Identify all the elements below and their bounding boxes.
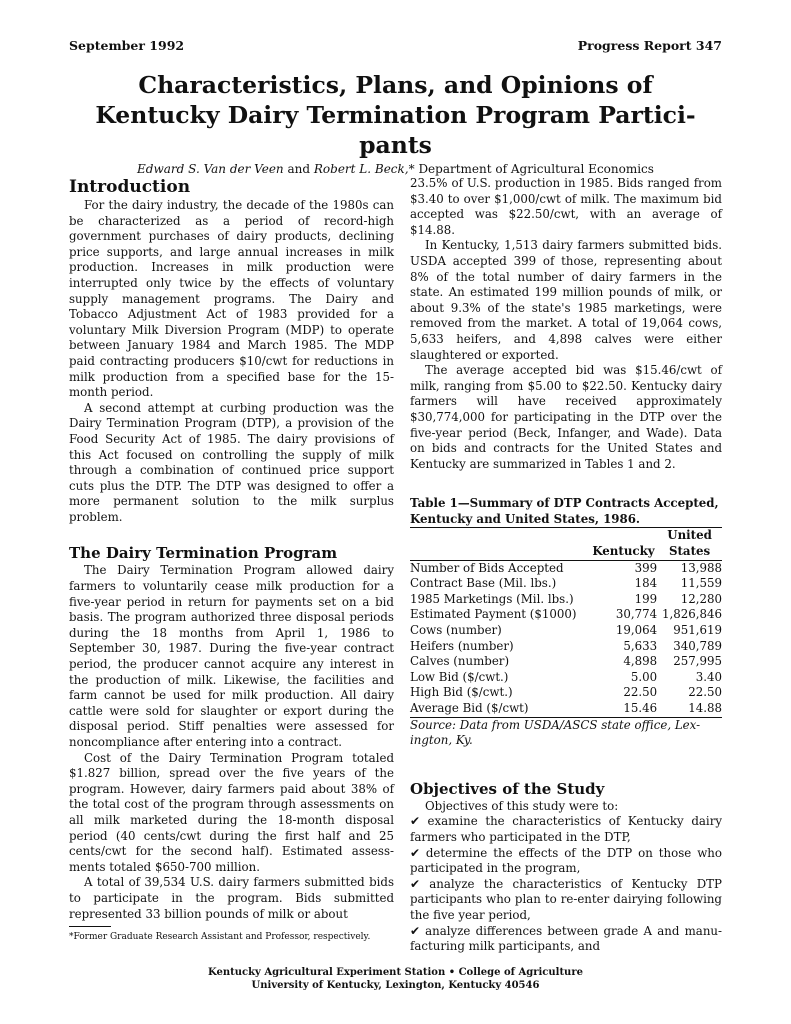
objective-text: analyze the characteristics of Kentucky DTP participants who plan to re-enter dairying following the five year period, — [410, 876, 722, 922]
row-label: Calves (number) — [410, 654, 510, 669]
us-value: 340,789 — [673, 638, 722, 653]
checkmark-icon: ✔ — [410, 845, 420, 860]
objectives-section — [410, 779, 722, 955]
row-label: Average Bid ($/cwt) — [410, 701, 529, 715]
report-date: September 1992 — [69, 38, 185, 53]
column-header-kentucky: Kentucky — [592, 544, 655, 559]
table-row — [410, 560, 722, 576]
row-label: 1985 Marketings (Mil. lbs.) — [410, 591, 574, 606]
title-line: pants — [359, 131, 432, 159]
table-row — [410, 639, 722, 655]
objective-item — [410, 924, 722, 955]
row-label: High Bid ($/cwt.) — [410, 685, 513, 700]
paragraph: The Dairy Termination Program allowed dairy farmers to voluntarily cease milk production for a five-year period in return for payments set on a bid basis. The program authorized three disposal periods during the 18 months from April 1, 1986 to September 30, 1987. During the five-year contract period, the producer cannot acquire any interest in the production of milk. Likewise, the facilities and farm cannot be used for milk production. All dairy cattle were sold for slaughter or export during the disposal period. Stiff penalties were assessed for noncompliance after entering into a contract. — [69, 563, 394, 749]
objective-text: analyze differences between grade A and manu-facturing milk participants, and — [410, 923, 722, 954]
us-value: 3.40 — [695, 669, 722, 684]
author-conjunction: and — [283, 162, 314, 176]
objective-text: examine the characteristics of Kentucky dairy farmers who participated in the DTP, — [410, 814, 722, 844]
us-value: 12,280 — [680, 591, 722, 606]
us-value: 13,988 — [680, 560, 722, 575]
table-row — [410, 654, 722, 670]
table-row — [410, 576, 722, 592]
kentucky-value: 199 — [634, 591, 658, 606]
objective-item — [410, 877, 722, 924]
department: Department of Agricultural Economics — [414, 162, 654, 176]
table-row — [410, 623, 722, 639]
us-value: 257,995 — [673, 654, 722, 669]
checkmark-icon: ✔ — [410, 814, 420, 829]
paragraph: For the dairy industry, the decade of the 1980s can be characterized as a period of record-high government purchases of dairy products, declining price supports, and large annual increases in milk production. Increases in milk production were interrupted only twice by the effects of voluntary supply management programs. The Dairy and Tobacco Adjustment Act of 1983 provided for a voluntary Milk Diversion Program (MDP) to operate between January 1984 and March 1985. The MDP paid contracting producers $10/cwt for reductions in milk production from a specified base for the 15-month period. — [69, 198, 394, 400]
right-column — [410, 176, 722, 955]
us-value: 11,559 — [680, 576, 722, 591]
paragraph: In Kentucky, 1,513 dairy farmers submitted bids. USDA accepted 399 of those, representing about 8% of the total number of dairy farmers in the state. An estimated 199 million pounds of milk, or about 9.3% of the state's 1985 marketings, were removed from the market. A total of 19,064 cows, 5,633 heifers, and 4,898 calves were either slaughtered or exported. — [410, 238, 722, 362]
us-value: 1,826,846 — [661, 607, 722, 622]
kentucky-value: 399 — [634, 560, 658, 575]
publisher-footer — [69, 966, 722, 992]
objectives-intro: Objectives of this study were to: — [425, 798, 619, 813]
kentucky-value: 4,898 — [623, 654, 658, 669]
footer-line: University of Kentucky, Lexington, Kentucky 40546 — [251, 980, 540, 991]
paragraph: A second attempt at curbing production was the Dairy Termination Program (DTP), a provision of the Food Security Act of 1985. The dairy provisions of this Act focused on controlling the supply of milk through a combination of continued price support cuts plus the DTP. The DTP was designed to offer a more permanent solution to the milk surplus problem. — [69, 400, 394, 524]
footer-line: Kentucky Agricultural Experiment Station • College of Agriculture — [208, 967, 583, 978]
row-label: Number of Bids Accepted — [410, 560, 564, 575]
us-value: 14.88 — [688, 701, 722, 715]
column-header-us-line2: States — [668, 544, 711, 559]
table-row — [410, 701, 722, 717]
section-heading-dtp: The Dairy Termination Program — [69, 544, 338, 563]
table-source-note: Source: Data from USDA/ASCS state office, Lex-ington, Ky. — [410, 717, 701, 748]
footnote-divider — [69, 926, 111, 927]
kentucky-value: 15.46 — [623, 701, 658, 715]
row-label: Contract Base (Mil. lbs.) — [410, 576, 557, 591]
paragraph: Cost of the Dairy Termination Program totaled $1.827 billion, spread over the five years of the program. However, dairy farmers paid about 38% of the total cost of the program through assessments on all milk marketed during the 18-month disposal period (40 cents/cwt during the first half and 25 cents/cwt for the second half). Estimated assess-ments totaled $650-700 million. — [69, 750, 394, 874]
author-names: Edward S. Van der Veen — [137, 162, 284, 176]
document-title — [60, 70, 731, 160]
column-header-us-line1: United — [667, 528, 712, 543]
kentucky-value: 5.00 — [630, 669, 658, 684]
kentucky-value: 5,633 — [623, 638, 658, 653]
section-heading-introduction: Introduction — [69, 177, 191, 197]
kentucky-value: 30,774 — [615, 607, 658, 622]
objective-item — [410, 846, 722, 877]
row-label: Cows (number) — [410, 623, 502, 638]
table-row — [410, 607, 722, 623]
table-row — [410, 685, 722, 701]
section-heading-objectives: Objectives of the Study — [410, 779, 605, 798]
left-column — [69, 176, 394, 922]
kentucky-value: 22.50 — [623, 685, 658, 700]
table-row — [410, 592, 722, 608]
report-number: Progress Report 347 — [577, 38, 722, 53]
paragraph: 23.5% of U.S. production in 1985. Bids ranged from $3.40 to over $1,000/cwt of milk. The maximum bid accepted was $22.50/cwt, with an average of $14.88. — [410, 176, 722, 237]
footnote: *Former Graduate Research Assistant and Professor, respectively. — [69, 932, 371, 942]
title-line: Kentucky Dairy Termination Program Partici- — [95, 101, 696, 129]
checkmark-icon: ✔ — [410, 876, 420, 891]
paragraph: A total of 39,534 U.S. dairy farmers submitted bids to participate in the program. Bids submitted represented 33 billion pounds of milk or about — [69, 875, 394, 921]
objective-text: determine the effects of the DTP on those who participated in the program, — [410, 845, 722, 876]
kentucky-value: 184 — [634, 576, 658, 591]
us-value: 951,619 — [673, 623, 722, 638]
row-label: Low Bid ($/cwt.) — [410, 669, 509, 684]
objective-item — [410, 814, 722, 845]
us-value: 22.50 — [688, 685, 722, 700]
author-line — [69, 162, 722, 176]
author-names: Robert L. Beck,* — [313, 162, 415, 176]
summary-table — [410, 527, 722, 717]
row-label: Heifers (number) — [410, 638, 514, 653]
kentucky-value: 19,064 — [615, 623, 658, 638]
row-label: Estimated Payment ($1000) — [410, 607, 577, 622]
title-line: Characteristics, Plans, and Opinions of — [138, 71, 653, 99]
table-title: Table 1—Summary of DTP Contracts Accepted, Kentucky and United States, 1986. — [410, 496, 719, 526]
paragraph: The average accepted bid was $15.46/cwt of milk, ranging from $5.00 to $22.50. Kentucky dairy farmers will have received approximately $30,774,000 for participating in the DTP over the five-year period (Beck, Infanger, and Wade). Data on bids and contracts for the United States and Kentucky are summarized in Tables 1 and 2. — [410, 363, 722, 471]
checkmark-icon: ✔ — [410, 923, 420, 938]
table-row — [410, 670, 722, 686]
